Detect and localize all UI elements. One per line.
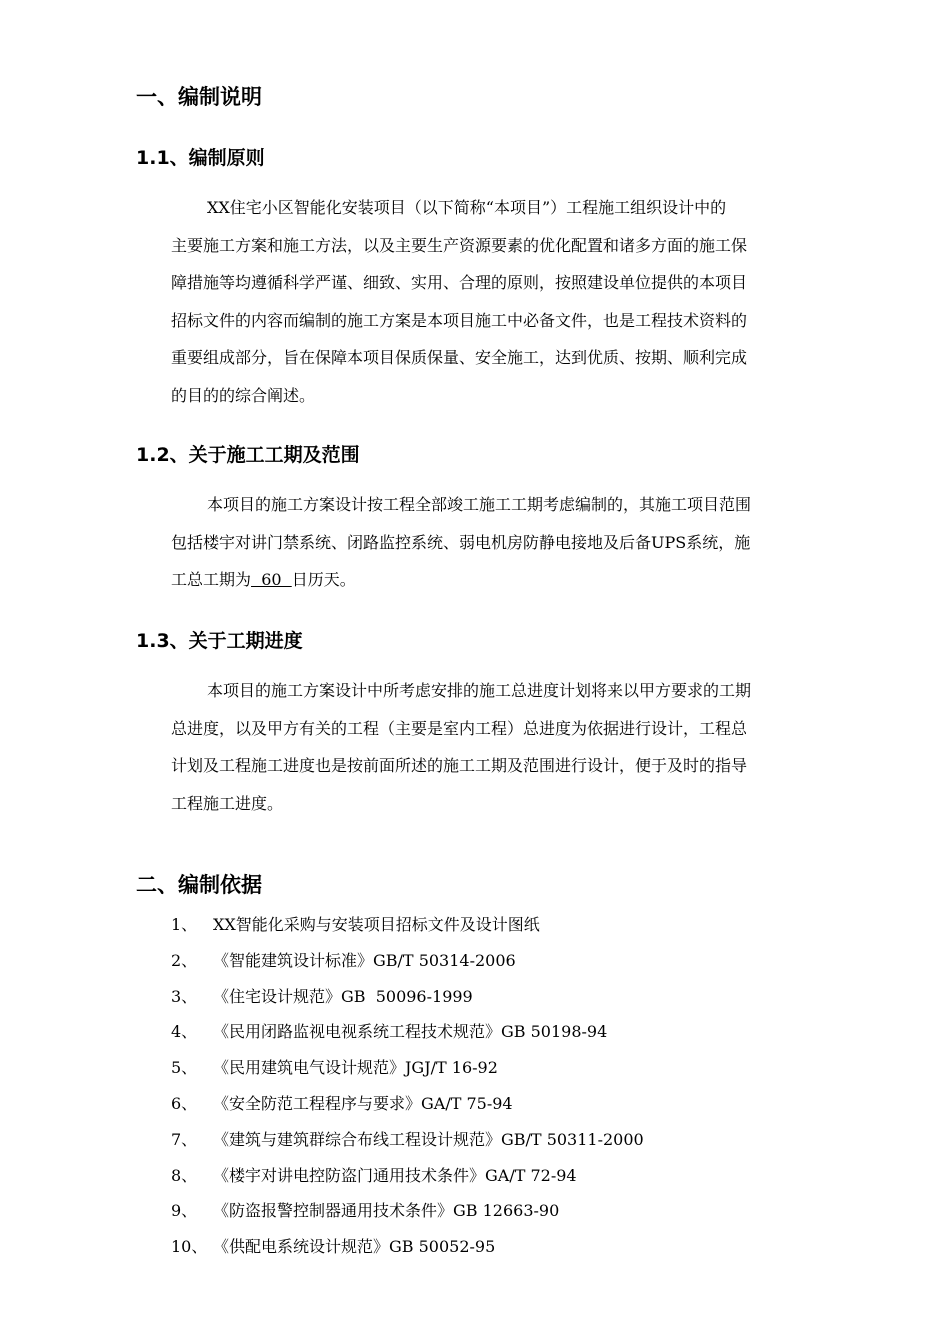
subsection-1-2-paragraph — [171, 486, 861, 599]
reference-text: 《防盗报警控制器通用技术条件》GB 12663-90 — [213, 1201, 560, 1221]
paragraph-line: 招标文件的内容而编制的施工方案是本项目施工中必备文件，也是工程技术资料的 — [171, 310, 748, 330]
reference-text: 《民用建筑电气设计规范》JGJ/T 16-92 — [213, 1058, 498, 1078]
paragraph-line: 本项目的施工方案设计中所考虑安排的施工总进度计划将来以甲方要求的工期 — [207, 681, 752, 700]
reference-item — [171, 1193, 861, 1229]
reference-number: 9、 — [171, 1201, 198, 1221]
paragraph-line: 重要组成部分，旨在保障本项目保质保量、安全施工，达到优质、按期、顺利完成 — [171, 348, 748, 368]
reference-text: 《建筑与建筑群综合布线工程设计规范》GB/T 50311-2000 — [213, 1129, 644, 1149]
section-1-heading: 一、编制说明 — [136, 85, 262, 109]
paragraph-line: 计划及工程施工进度也是按前面所述的施工工期及范围进行设计，便于及时的指导 — [171, 756, 748, 776]
subsection-1-1-paragraph — [171, 189, 861, 415]
reference-number: 6、 — [171, 1093, 198, 1113]
reference-number: 8、 — [171, 1165, 198, 1185]
paragraph-line: 本项目的施工方案设计按工程全部竣工施工工期考虑编制的，其施工项目范围 — [207, 495, 752, 514]
reference-item — [171, 907, 861, 943]
reference-item — [171, 1122, 861, 1158]
reference-text: 《楼宇对讲电控防盗门通用技术条件》GA/T 72-94 — [213, 1165, 577, 1185]
reference-text: 《安全防范工程程序与要求》GA/T 75-94 — [213, 1093, 513, 1113]
paragraph-line — [171, 561, 861, 599]
section-2-heading: 二、编制依据 — [136, 873, 262, 897]
reference-number: 7、 — [171, 1129, 198, 1149]
duration-prefix: 工总工期为 — [171, 570, 252, 590]
reference-text: XX智能化采购与安装项目招标文件及设计图纸 — [213, 915, 540, 934]
reference-item — [171, 1050, 861, 1086]
reference-number: 1、 — [171, 915, 198, 934]
reference-item — [171, 1158, 861, 1194]
reference-text: 《住宅设计规范》GB 50096-1999 — [213, 986, 473, 1006]
reference-list — [171, 907, 861, 1265]
reference-item — [171, 943, 861, 979]
reference-text: 《民用闭路监视电视系统工程技术规范》GB 50198-94 — [213, 1022, 608, 1042]
reference-item — [171, 1229, 861, 1265]
reference-item — [171, 1086, 861, 1122]
duration-suffix: 日历天。 — [291, 570, 356, 590]
reference-number: 10、 — [171, 1237, 208, 1257]
subsection-1-2-heading: 1.2、关于施工工期及范围 — [136, 444, 360, 466]
reference-number: 4、 — [171, 1022, 198, 1042]
reference-text: 《智能建筑设计标准》GB/T 50314-2006 — [213, 950, 516, 970]
paragraph-line: 的目的的综合阐述。 — [171, 385, 316, 405]
reference-number: 2、 — [171, 950, 198, 970]
subsection-1-3-paragraph — [171, 672, 861, 822]
paragraph-line: 包括楼宇对讲门禁系统、闭路监控系统、弱电机房防静电接地及后备UPS系统，施 — [171, 532, 751, 552]
paragraph-line: 主要施工方案和施工方法，以及主要生产资源要素的优化配置和诸多方面的施工保 — [171, 235, 748, 255]
reference-number: 5、 — [171, 1058, 198, 1078]
reference-item — [171, 1014, 861, 1050]
reference-text: 《供配电系统设计规范》GB 50052-95 — [213, 1237, 496, 1257]
reference-number: 3、 — [171, 986, 198, 1006]
subsection-1-1-heading: 1.1、编制原则 — [136, 147, 265, 169]
duration-days-value: 60 — [251, 570, 292, 590]
paragraph-line: XX住宅小区智能化安装项目（以下简称“本项目”）工程施工组织设计中的 — [207, 198, 727, 217]
paragraph-line: 障措施等均遵循科学严谨、细致、实用、合理的原则，按照建设单位提供的本项目 — [171, 273, 748, 293]
reference-item — [171, 979, 861, 1015]
paragraph-line: 总进度，以及甲方有关的工程（主要是室内工程）总进度为依据进行设计，工程总 — [171, 718, 748, 738]
subsection-1-3-heading: 1.3、关于工期进度 — [136, 630, 303, 652]
paragraph-line: 工程施工进度。 — [171, 793, 284, 813]
